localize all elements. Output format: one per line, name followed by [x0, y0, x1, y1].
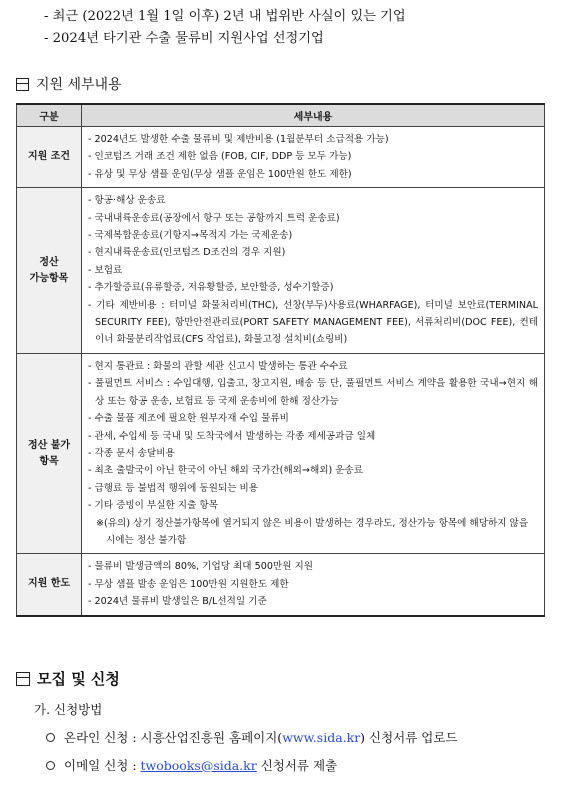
online-prefix: 온라인 신청 : 시흥산업진흥원 홈페이지( — [64, 730, 283, 745]
list-item: - 2024년 물류비 발생일은 B/L선적일 기준 — [88, 596, 267, 608]
section-box-icon — [16, 672, 30, 686]
section-box-icon — [16, 78, 29, 91]
list-item: - 급행료 등 불법적 행위에 동원되는 비용 — [88, 482, 259, 494]
bullet-circle-icon — [46, 733, 55, 742]
row-category: 지원 조건 — [17, 127, 82, 188]
online-suffix: ) 신청서류 업로드 — [360, 730, 458, 745]
list-item: - 유상 및 무상 샘플 운임(무상 샘플 운임은 100만원 한도 제한) — [88, 168, 352, 180]
email-suffix: 신청서류 제출 — [260, 758, 338, 773]
intro-list — [44, 6, 406, 50]
support-details-table — [16, 103, 545, 617]
list-item: - 풀필먼트 서비스 : 수입대행, 입출고, 창고지원, 배송 등 단, 풀필먼트 서비스 계약을 활용한 국내→현지 해상 또는 항공 운송, 보험료 등 국제 운송비에 한해 정산가능 — [88, 378, 538, 407]
section-heading-apply — [16, 668, 120, 689]
list-item: - 보험료 — [88, 264, 123, 276]
table-row — [17, 353, 545, 553]
row-detail — [82, 188, 545, 354]
category-line: 항목 — [39, 455, 59, 467]
apply-method-heading: 가. 신청방법 — [34, 702, 103, 717]
table-row — [17, 554, 545, 616]
header-category: 구분 — [17, 104, 82, 127]
list-item: - 물류비 발생금액의 80%, 기업당 최대 500만원 지원 — [88, 561, 314, 573]
email-apply-line — [46, 756, 337, 774]
table-header-row — [17, 104, 545, 127]
email-prefix: 이메일 신청 : — [64, 758, 137, 773]
category-line: 정산 불가 — [27, 439, 71, 451]
category-line: 정산 — [39, 256, 59, 268]
note-item: ※(유의) 상기 정산불가항목에 열거되지 않은 비용이 발생하는 경우라도, 정산가능 항목에 해당하지 않을 시에는 정산 불가함 — [96, 517, 529, 546]
intro-item: - 2024년 타기관 수출 물류비 지원사업 선정기업 — [44, 31, 324, 46]
list-item: - 인코텀즈 거래 조건 제한 없음 (FOB, CIF, DDP 등 모두 가능) — [88, 151, 352, 163]
list-item: - 항공·해상 운송료 — [88, 195, 166, 207]
website-link[interactable]: www.sida.kr — [282, 729, 361, 745]
list-item: - 추가할증료(유류할증, 저유황할증, 보안할증, 성수기할증) — [88, 282, 334, 294]
section-heading-details — [16, 74, 122, 94]
row-detail — [82, 353, 545, 553]
row-category — [17, 188, 82, 354]
list-item: - 현지내륙운송료(인코텀즈 D조건의 경우 지원) — [88, 247, 286, 259]
section-title: 지원 세부내용 — [36, 77, 122, 93]
list-item: - 기타 증빙이 부실한 지출 항목 — [88, 500, 218, 512]
online-apply-line — [46, 728, 458, 746]
list-item: - 현지 통관료 : 화물의 관할 세관 신고시 발생하는 통관 수수료 — [88, 360, 348, 372]
list-item: - 기타 제반비용 : 터미널 화물처리비(THC), 선창(부두)사용료(WHARFAGE), 터미널 보안료(TERMINAL SECURITY FEE), 항만안전관리료(PORT SAFETY MANAGEMENT FEE), 서류처리비(DOC FEE), 컨테이너 화물분리작업료(CFS 작업료), 화물고정 설치비(쇼링비) — [88, 299, 538, 346]
list-item: - 국내내륙운송료(공장에서 항구 또는 공항까지 트럭 운송료) — [88, 212, 340, 224]
header-detail: 세부내용 — [82, 104, 545, 127]
row-category: 지원 한도 — [17, 554, 82, 616]
email-link[interactable]: twobooks@sida.kr — [140, 757, 257, 773]
list-item: - 관세, 수입세 등 국내 및 도착국에서 발생하는 각종 제세공과금 일체 — [88, 430, 376, 442]
intro-item: - 최근 (2022년 1월 1일 이후) 2년 내 법위반 사실이 있는 기업 — [44, 9, 406, 24]
list-item: - 2024년도 발생한 수출 물류비 및 제반비용 (1월분부터 소급적용 가능) — [88, 134, 389, 145]
category-line: 가능항목 — [29, 272, 69, 284]
table-row — [17, 127, 545, 188]
list-item: - 국제복합운송료(기항지→목적지 가는 국제운송) — [88, 230, 293, 242]
table-row — [17, 188, 545, 354]
section-title: 모집 및 신청 — [37, 670, 120, 688]
row-category — [17, 353, 82, 553]
row-detail — [82, 554, 545, 616]
list-item: - 각종 문서 송달비용 — [88, 447, 175, 459]
list-item: - 수출 물품 제조에 필요한 원부자재 수입 물류비 — [88, 413, 289, 425]
list-item: - 무상 샘플 발송 운임은 100만원 지원한도 제한 — [88, 578, 289, 590]
bullet-circle-icon — [46, 761, 55, 770]
list-item: - 최초 출발국이 아닌 한국이 아닌 해외 국가간(해외→해외) 운송료 — [88, 465, 364, 477]
row-detail — [82, 127, 545, 188]
